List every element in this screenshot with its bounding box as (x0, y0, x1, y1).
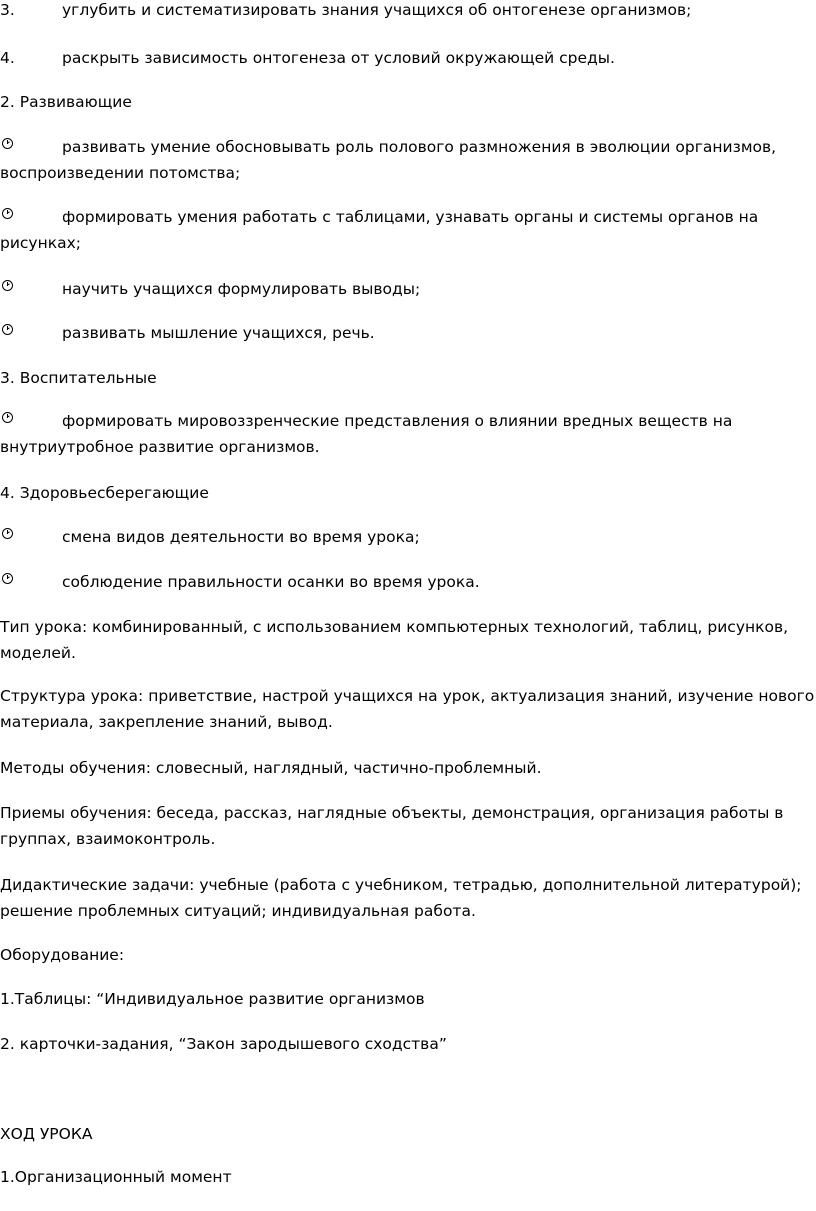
bullet-item-developing-4 (0, 320, 800, 346)
objective-number: 3. (0, 1, 15, 19)
objective-text: раскрыть зависимость онтогенеза от условий окружающей среды. (62, 49, 615, 67)
clock-bullet-icon (2, 324, 13, 335)
clock-bullet-icon (2, 412, 13, 423)
section-heading-health: 4. Здоровьесберегающие (0, 484, 209, 502)
teaching-methods: Методы обучения: словесный, наглядный, частично-проблемный. (0, 759, 542, 777)
clock-bullet-icon (2, 573, 13, 584)
objective-item-3 (0, 0, 800, 23)
lesson-course-heading: ХОД УРОКА (0, 1125, 93, 1143)
lesson-structure-cont: материала, закрепление знаний, вывод. (0, 713, 333, 731)
lesson-structure: Структура урока: приветствие, настрой учащихся на урок, актуализация знаний, изучение нового (0, 687, 815, 705)
section-heading-developing: 2. Развивающие (0, 93, 132, 111)
organizational-moment: 1.Организационный момент (0, 1168, 232, 1186)
lesson-type: Тип урока: комбинированный, с использованием компьютерных технологий, таблиц, рисунков, (0, 618, 789, 636)
bullet-item-upbringing-1 (0, 408, 800, 434)
equipment-heading: Оборудование: (0, 946, 125, 964)
bullet-item-developing-1 (0, 134, 800, 160)
didactic-tasks: Дидактические задачи: учебные (работа с учебником, тетрадью, дополнительной литературой); (0, 876, 802, 894)
objective-text: углубить и систематизировать знания учащихся об онтогенезе организмов; (62, 1, 692, 19)
objective-number: 4. (0, 49, 15, 67)
bullet-item-developing-3 (0, 276, 800, 302)
bullet-item-developing-2-cont: рисунках; (0, 234, 81, 252)
clock-bullet-icon (2, 208, 13, 219)
lesson-type-cont: моделей. (0, 644, 76, 662)
clock-bullet-icon (2, 280, 13, 291)
bullet-text: соблюдение правильности осанки во время урока. (62, 573, 480, 591)
equipment-item-1: 1.Таблицы: “Индивидуальное развитие организмов (0, 990, 425, 1008)
clock-bullet-icon (2, 528, 13, 539)
didactic-tasks-cont: решение проблемных ситуаций; индивидуальная работа. (0, 902, 476, 920)
bullet-item-developing-2 (0, 204, 800, 230)
bullet-text: научить учащихся формулировать выводы; (62, 280, 421, 298)
objective-item-4 (0, 45, 800, 71)
bullet-item-health-1 (0, 524, 800, 550)
bullet-text: смена видов деятельности во время урока; (62, 528, 420, 546)
clock-bullet-icon (2, 138, 13, 149)
equipment-item-2: 2. карточки-задания, “Закон зародышевого сходства” (0, 1035, 447, 1053)
bullet-item-health-2 (0, 569, 800, 595)
bullet-item-upbringing-1-cont: внутриутробное развитие организмов. (0, 438, 320, 456)
section-heading-upbringing: 3. Воспитательные (0, 369, 157, 387)
bullet-text: формировать мировоззренческие представления о влиянии вредных веществ на (62, 412, 733, 430)
bullet-text: развивать умение обосновывать роль полового размножения в эволюции организмов, (62, 138, 777, 156)
teaching-techniques-cont: группах, взаимоконтроль. (0, 830, 216, 848)
bullet-text: формировать умения работать с таблицами, узнавать органы и системы органов на (62, 208, 759, 226)
bullet-item-developing-1-cont: воспроизведении потомства; (0, 164, 241, 182)
bullet-text: развивать мышление учащихся, речь. (62, 324, 375, 342)
teaching-techniques: Приемы обучения: беседа, рассказ, наглядные объекты, демонстрация, организация работы в (0, 804, 784, 822)
